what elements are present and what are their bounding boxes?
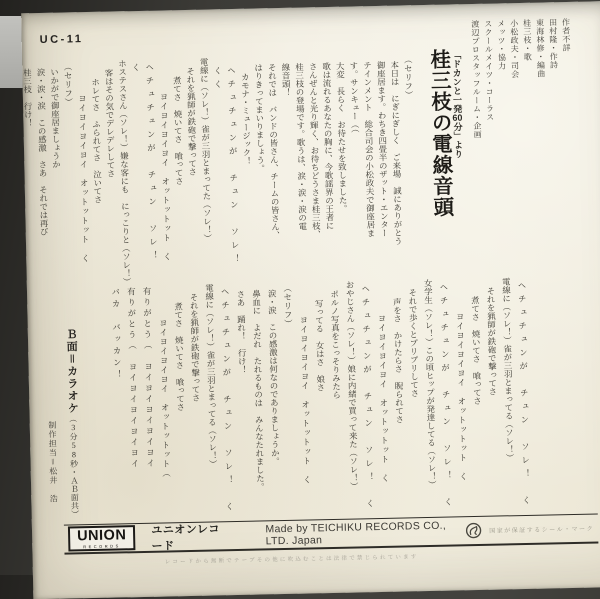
seal-note-text: 国家が保証するシール・マーク	[489, 526, 595, 535]
page-title: 桂三枝の電線音頭	[426, 48, 454, 218]
title-block	[421, 48, 468, 309]
lyric-line: 桂三枝 行け！	[22, 68, 33, 128]
bside-line	[62, 328, 84, 528]
copyright-note: レコードから無断でテープその他に吹込むことは法律で禁じられています	[164, 554, 419, 566]
title-source-post: 分」より	[452, 122, 464, 159]
lyric-line: 歌は流れるあなたの胸に、今歌謡界の王者に	[321, 61, 335, 230]
lyric-line: ポルノ写真をこっそりみたら	[329, 289, 341, 400]
lyric-line: 桂三枝の登場です。歌うは、涙・涙・涙の電	[294, 62, 307, 231]
lyric-line: 御座居ます。わちき四畳半のザット・エンター	[376, 60, 389, 238]
lyric-line: （セリフ）	[282, 283, 293, 329]
lyric-line: 声をさ かけたらさ 睨られてさ	[392, 297, 404, 424]
lyric-line: 有りがとう（ ヨイヨイヨイヨイヨイ	[126, 287, 140, 470]
credit-line: 桂三枝・歌	[522, 18, 533, 62]
lyric-line: ホステスさん（ソレ！）嫌な客にも にっこりと（ソレ！）	[117, 59, 132, 286]
title-source-pre: 「ドカンと一発	[451, 50, 463, 114]
lyric-line: （セリフ）	[403, 55, 414, 100]
lyric-line: ヨイヨイヨイヨイ オットットット く	[376, 313, 390, 484]
credit-line: 小松政夫・司会	[509, 18, 520, 79]
lyrics-upper-band	[22, 51, 419, 291]
union-logo-subtext: RECORDS	[83, 543, 121, 549]
lyric-line: 大変 長らく お待たせを致しました。	[335, 61, 348, 213]
lyric-line: ヨイヨイヨイヨイ オットットット く	[158, 92, 172, 262]
lyric-line: さんぜんと光り輝く、お待ちどうさま桂三枝、	[307, 62, 321, 239]
lyric-line: それを猟師が鉄砲で撃ってさ	[188, 292, 201, 403]
lyric-line: 写ってる 女はさ 娘さ	[314, 299, 326, 392]
staff-credit: 制作担当＝松井 浩	[47, 420, 59, 504]
lyric-line: はりきってまいりましょう。	[253, 63, 265, 173]
lyric-line: 客はその気でデレデレしてさ	[103, 68, 116, 178]
title-source-num: 60	[452, 113, 463, 123]
lyric-line: ホレてさ ふられてさ 泣いてさ	[90, 77, 103, 204]
lyric-line: ヨイヨイヨイヨイ オットットット く	[77, 94, 90, 264]
lyric-line: ヘチュチュンが チュン ソレ！ く	[220, 287, 234, 516]
union-records-logo	[68, 525, 136, 551]
lyric-line: テインメント 総合司会の小松政夫で御座居ま	[362, 61, 376, 238]
lyric-line: バカ バッカン！	[110, 287, 122, 382]
lyric-line: ヘチュチュンが チュン ソレ！ く	[438, 282, 453, 511]
bside-label: Ｂ面＝カラオケ	[64, 328, 79, 415]
lyric-line: それで歩くとプリプリしてさ	[407, 288, 419, 398]
credits-block	[468, 18, 575, 190]
lyric-line: ヘチュチュンが チュン ソレ！ く	[131, 62, 159, 278]
lyric-line: （セリフ）	[62, 62, 73, 107]
union-logo-text: UNION	[76, 527, 127, 545]
bside-duration: （3分58秒・ＡＢ面共）	[68, 414, 80, 519]
credit-line: 田村隆・作詩	[548, 18, 559, 70]
catalog-number: UC-11	[39, 33, 84, 47]
credit-line: メッツ・協力	[496, 19, 507, 71]
lyric-line: おやじさん（ソレ！）娘に内緒で買って来た（ソレ！）	[344, 280, 359, 491]
lyric-line: ヨイヨイヨイヨイ オットットット（	[158, 318, 171, 479]
lyric-line: 電線に（ソレ！）雀が三羽とまってる（ソレ！）	[501, 277, 515, 462]
lyric-line: す。サンキュー（（	[348, 61, 360, 133]
credit-line: 東海林修・編曲	[535, 18, 546, 79]
lyric-line: 鼻血に よだれ たれるものは みんなたれました。	[251, 289, 265, 491]
record-sleeve	[21, 1, 600, 599]
bside-info	[62, 328, 84, 528]
credit-line: 渡辺プロスタッフルーム・企画	[470, 19, 483, 139]
lyric-line: 煮てさ 焼いてさ 喰ってさ	[172, 76, 184, 186]
lyric-line: 煮てさ 焼いてさ 喰ってさ	[173, 302, 185, 412]
credit-line: スクールメイツ・コーラス	[483, 19, 495, 122]
lyrics-lower-band	[103, 275, 534, 534]
lyric-line: 女学生（ソレ！）この頃ヒップが発達してる（ソレ！）	[423, 278, 437, 489]
lyric-line: 電線に（ソレ！）雀が三羽とまってる（ソレ！）	[204, 283, 218, 469]
lyric-line: 涙・涙 この感激は何なのでありましょうか。	[267, 289, 280, 466]
lyric-line: さあ 踊れ！ 行け！	[235, 289, 247, 374]
lyric-line: ヘチュチュンが チュン ソレ！ く	[360, 284, 375, 513]
lyric-line: それでは バンドの皆さん、チームの皆さん、	[267, 63, 280, 240]
lyric-line: いかがで御座居ましょうか	[49, 67, 61, 169]
lyric-line: カモナ・ミュージック！	[240, 72, 252, 166]
lyric-line: それを猟師が鉄砲で撃ってさ	[185, 66, 197, 177]
lyric-line: 涙・涙・涙 この感激 さあ それでは再び	[35, 67, 49, 236]
made-by-text: Made by TEICHIKU RECORDS CO., LTD. Japan	[265, 519, 447, 547]
lyric-line: ヨイヨイヨイヨイ オットットット く	[298, 315, 312, 485]
credit-line: 作者不詳	[561, 17, 572, 53]
lyric-line: 電線に（ソレ！）雀が三羽とまってた（ソレ！）	[198, 57, 212, 243]
lyric-line: ヘチュチュンが チュン ソレ！ く	[516, 280, 531, 510]
lyric-line: ヨイヨイヨイヨイ オットットット く	[455, 312, 468, 482]
record-seal-icon	[465, 522, 482, 539]
lyric-line: それを猟師が鉄砲で撃ってさ	[485, 286, 498, 396]
lyric-line: ヘチュチュンが チュン ソレ！ くく	[212, 65, 240, 281]
lyric-line: 煮てさ 焼いてさ 喰ってさ	[470, 295, 482, 406]
lyric-line: 有りがとう（ ヨイヨイヨイヨイヨイ	[141, 286, 155, 470]
lyric-line: 線音頭！	[280, 62, 291, 97]
union-kana-text: ユニオンレコード	[151, 522, 221, 553]
lyric-line: 本日は にぎにぎしく ご来場 誠にありがとう	[389, 60, 403, 246]
